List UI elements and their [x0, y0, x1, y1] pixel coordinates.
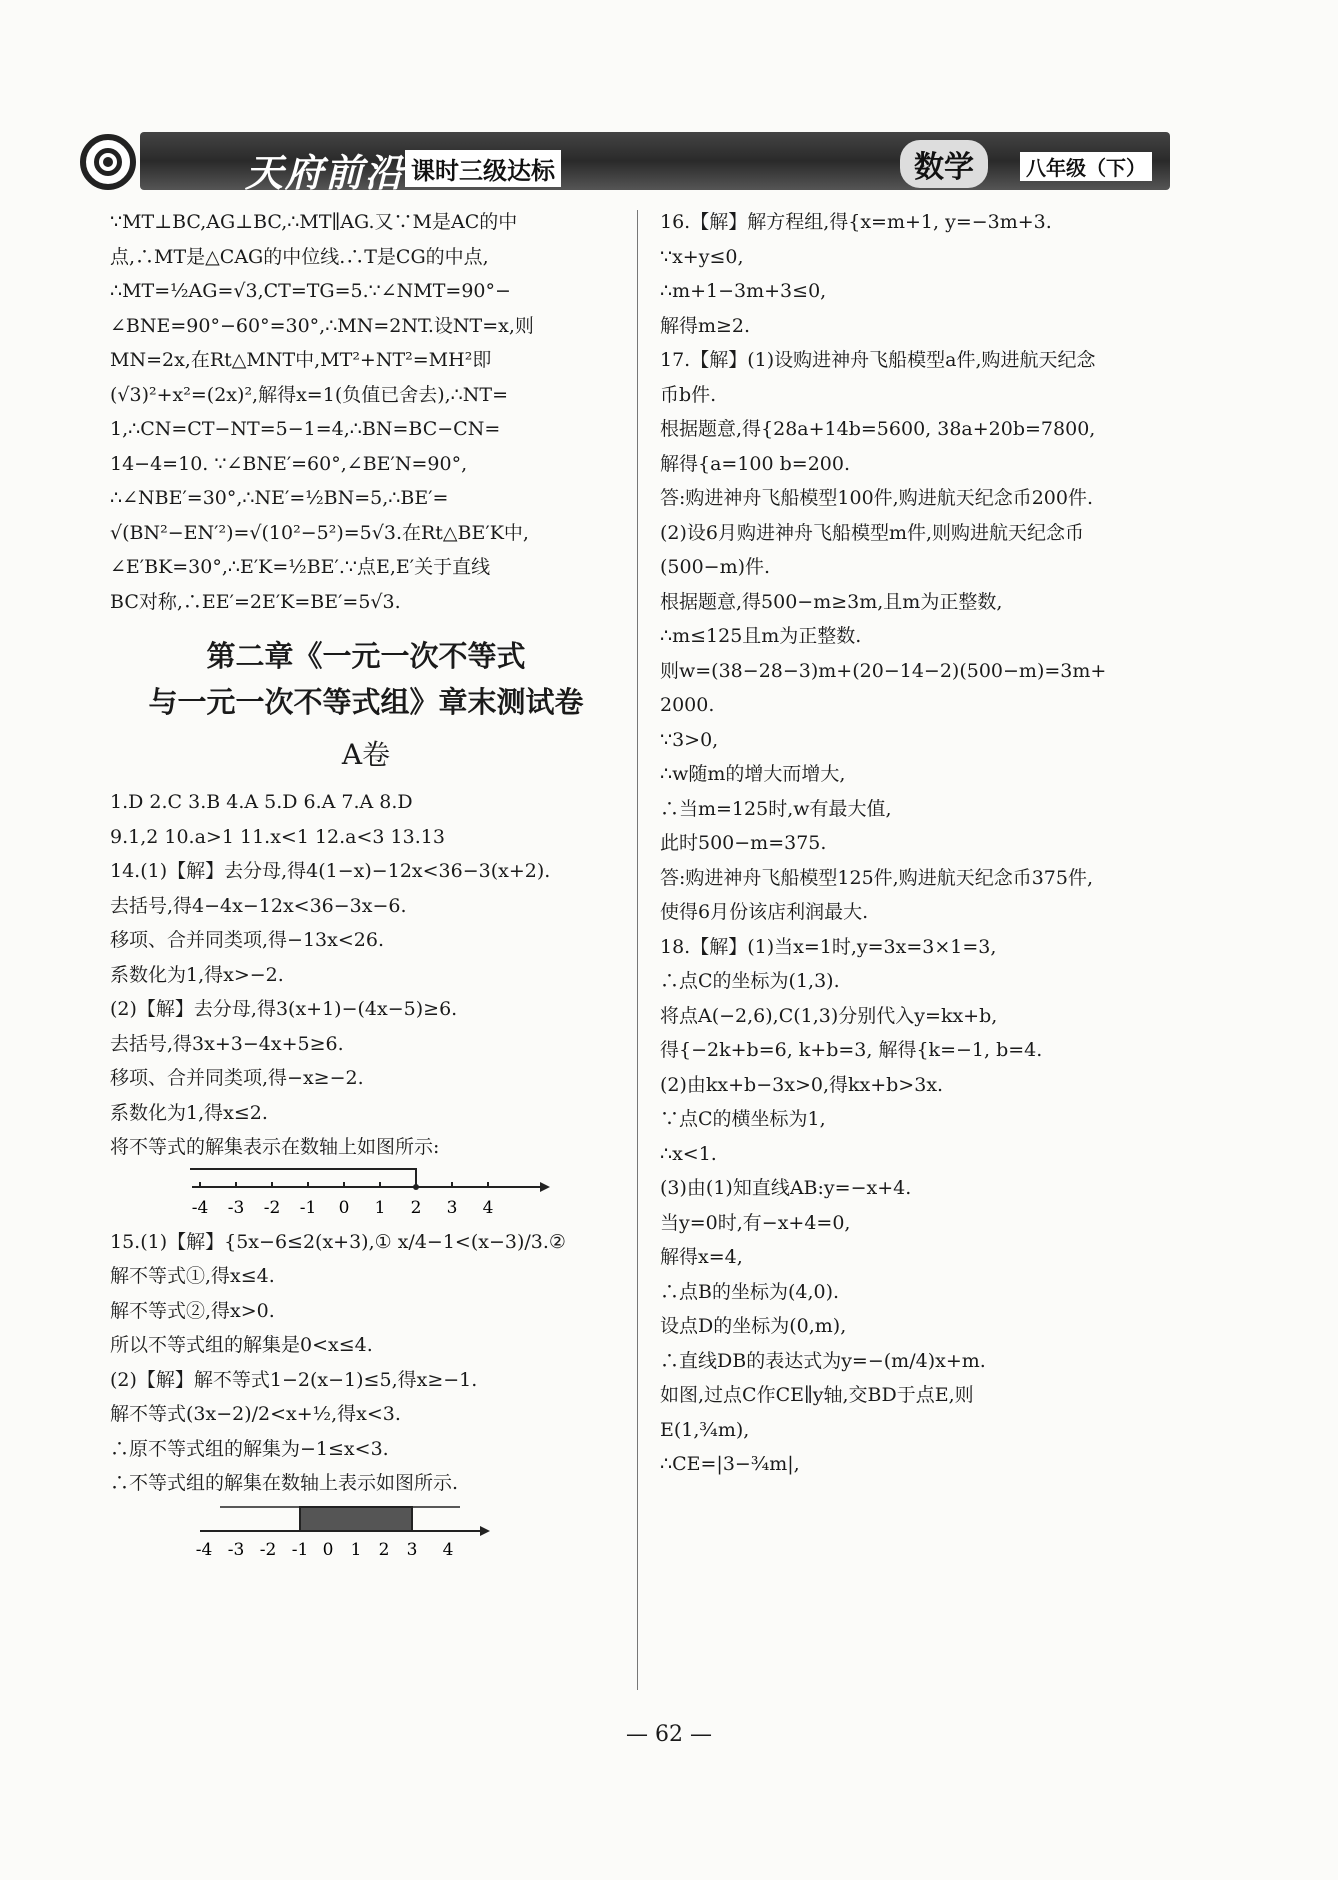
answer-line: 9.1,2 10.a>1 11.x<1 12.a<3 13.13	[110, 825, 445, 848]
text-line: 答:购进神舟飞船模型100件,购进航天纪念币200件.	[660, 487, 1094, 509]
tick-label: 4	[482, 1197, 494, 1218]
text-line: 如图,过点C作CE∥y轴,交BD于点E,则	[660, 1384, 974, 1406]
answer-line: 去括号,得4−4x−12x<36−3x−6.	[110, 894, 407, 917]
text-line: 将点A(−2,6),C(1,3)分别代入y=kx+b,	[660, 1004, 998, 1027]
text-line: ∴x<1.	[660, 1142, 717, 1165]
text-line: (500−m)件.	[660, 556, 771, 578]
text-line: 则w=(38−28−3)m+(20−14−2)(500−m)=3m+	[660, 659, 1107, 682]
answer-line: (2)【解】去分母,得3(x+1)−(4x−5)≥6.	[110, 998, 458, 1020]
number-line-1	[110, 1165, 622, 1225]
tick-label: -4	[195, 1539, 213, 1560]
text-line: 使得6月份该店利润最大.	[660, 901, 869, 923]
tick-label: 2	[410, 1197, 422, 1218]
right-column	[660, 205, 1172, 1482]
text-line: ∵点C的横坐标为1,	[660, 1108, 826, 1130]
text-line: ∴m≤125且m为正整数.	[660, 625, 862, 647]
page-header	[80, 128, 1170, 196]
text-line: 得{−2k+b=6, k+b=3, 解得{k=−1, b=4.	[660, 1039, 1043, 1061]
text-line: BC对称,∴EE′=2E′K=BE′=5√3.	[110, 590, 401, 613]
text-line: 设点D的坐标为(0,m),	[660, 1315, 847, 1337]
tick-label: -2	[263, 1197, 281, 1218]
grade-badge: 八年级（下）	[1020, 152, 1152, 181]
text-line: ∴MT=½AG=√3,CT=TG=5.∵∠NMT=90°−	[110, 280, 511, 302]
text-line: 2000.	[660, 694, 715, 716]
tick-label: 1	[350, 1539, 362, 1560]
answer-line: 解不等式①,得x≤4.	[110, 1265, 275, 1287]
text-line: √(BN²−EN′²)=√(10²−5²)=5√3.在Rt△BE′K中,	[110, 521, 529, 544]
text-line: 16.【解】解方程组,得{x=m+1, y=−3m+3.	[660, 211, 1052, 233]
answer-line: 移项、合并同类项,得−x≥−2.	[110, 1067, 364, 1089]
text-line: E(1,¾m),	[660, 1418, 750, 1441]
number-line-2-figure	[190, 1501, 510, 1561]
answer-line: 去括号,得3x+3−4x+5≥6.	[110, 1032, 344, 1055]
header-banner	[140, 132, 1170, 195]
brand-subtitle: 课时三级达标	[405, 150, 561, 187]
answer-line: 将不等式的解集表示在数轴上如图所示:	[110, 1136, 440, 1158]
text-line: 14−4=10. ∵∠BNE′=60°,∠BE′N=90°,	[110, 452, 468, 475]
text-line: 根据题意,得500−m≥3m,且m为正整数,	[660, 590, 1003, 613]
text-line: 18.【解】(1)当x=1时,y=3x=3×1=3,	[660, 935, 997, 958]
answer-line: 系数化为1,得x>−2.	[110, 963, 284, 986]
text-line: ∴CE=|3−¾m|,	[660, 1453, 800, 1475]
text-line: ∠BNE=90°−60°=30°,∴MN=2NT.设NT=x,则	[110, 314, 534, 337]
answer-line: 14.(1)【解】去分母,得4(1−x)−12x<36−3(x+2).	[110, 860, 551, 882]
text-line: 此时500−m=375.	[660, 832, 827, 854]
tick-label: -3	[227, 1197, 245, 1218]
tick-label: 0	[322, 1539, 334, 1560]
tick-label: 3	[446, 1197, 458, 1218]
page-number: — 62 —	[626, 1722, 712, 1747]
text-line: ∴w随m的增大而增大,	[660, 763, 846, 785]
text-line: (2)设6月购进神舟飞船模型m件,则购进航天纪念币	[660, 521, 1085, 544]
tick-label: 0	[338, 1197, 350, 1218]
text-line: ∴点C的坐标为(1,3).	[660, 970, 840, 992]
tick-label: 1	[374, 1197, 386, 1218]
text-line: 解得x=4,	[660, 1246, 743, 1268]
tick-label: 2	[378, 1539, 390, 1560]
tick-label: -4	[191, 1197, 209, 1218]
text-line: (2)由kx+b−3x>0,得kx+b>3x.	[660, 1073, 944, 1096]
text-line: 点,∴MT是△CAG的中位线.∴T是CG的中点,	[110, 245, 489, 268]
text-line: 答:购进神舟飞船模型125件,购进航天纪念币375件,	[660, 866, 1094, 889]
answer-line: 移项、合并同类项,得−13x<26.	[110, 929, 384, 951]
tick-label: 3	[406, 1539, 418, 1560]
tick-label: 4	[442, 1539, 454, 1560]
tick-label: -1	[299, 1197, 317, 1218]
tick-label: -2	[259, 1539, 277, 1560]
text-line: ∵3>0,	[660, 728, 719, 751]
chapter-title-line2: 与一元一次不等式组》章末测试卷	[148, 685, 584, 719]
answer-line: 系数化为1,得x≤2.	[110, 1101, 268, 1124]
text-line: ∴点B的坐标为(4,0).	[660, 1280, 840, 1303]
text-line: 1,∴CN=CT−NT=5−1=4,∴BN=BC−CN=	[110, 418, 501, 440]
number-line-2	[110, 1501, 622, 1561]
answer-line: ∴不等式组的解集在数轴上表示如图所示.	[110, 1472, 459, 1494]
number-line-1-figure	[190, 1165, 550, 1225]
brand-title: 天府前沿	[245, 151, 406, 195]
text-line: 当y=0时,有−x+4=0,	[660, 1211, 851, 1234]
left-column	[110, 205, 622, 1561]
text-line: 解得m≥2.	[660, 314, 751, 337]
answer-line: ∴原不等式组的解集为−1≤x<3.	[110, 1437, 389, 1460]
text-line: ∴m+1−3m+3≤0,	[660, 280, 827, 302]
answer-line: 1.D 2.C 3.B 4.A 5.D 6.A 7.A 8.D	[110, 791, 413, 813]
tick-label: -1	[291, 1539, 309, 1560]
answer-line: 解不等式(3x−2)/2<x+½,得x<3.	[110, 1403, 401, 1425]
text-line: MN=2x,在Rt△MNT中,MT²+NT²=MH²即	[110, 349, 492, 371]
text-line: ∴∠NBE′=30°,∴NE′=½BN=5,∴BE′=	[110, 487, 449, 509]
text-line: 根据题意,得{28a+14b=5600, 38a+20b=7800,	[660, 418, 1096, 440]
subject-badge: 数学	[900, 140, 988, 188]
text-line: 解得{a=100 b=200.	[660, 452, 851, 475]
column-divider	[637, 210, 638, 1690]
answer-line: 15.(1)【解】{5x−6≤2(x+3),① x/4−1<(x−3)/3.②	[110, 1230, 566, 1253]
text-line: ∴当m=125时,w有最大值,	[660, 797, 892, 820]
volume-heading: A卷	[341, 738, 391, 771]
answer-line: 解不等式②,得x>0.	[110, 1299, 275, 1322]
answer-line: (2)【解】解不等式1−2(x−1)≤5,得x≥−1.	[110, 1368, 478, 1391]
text-line: ∴直线DB的表达式为y=−(m/4)x+m.	[660, 1349, 986, 1372]
answer-line: 所以不等式组的解集是0<x≤4.	[110, 1334, 373, 1356]
text-line: (3)由(1)知直线AB:y=−x+4.	[660, 1177, 912, 1199]
text-line: (√3)²+x²=(2x)²,解得x=1(负值已舍去),∴NT=	[110, 383, 508, 406]
text-line: 币b件.	[660, 383, 717, 406]
text-line: ∠E′BK=30°,∴E′K=½BE′.∵点E,E′关于直线	[110, 556, 491, 578]
text-line: 17.【解】(1)设购进神舟飞船模型a件,购进航天纪念	[660, 349, 1096, 371]
tick-label: -3	[227, 1539, 245, 1560]
chapter-title-line1: 第二章《一元一次不等式	[206, 639, 526, 673]
text-line: ∵MT⊥BC,AG⊥BC,∴MT∥AG.又∵M是AC的中	[110, 211, 518, 233]
target-logo-icon	[80, 134, 136, 190]
text-line: ∵x+y≤0,	[660, 245, 744, 268]
